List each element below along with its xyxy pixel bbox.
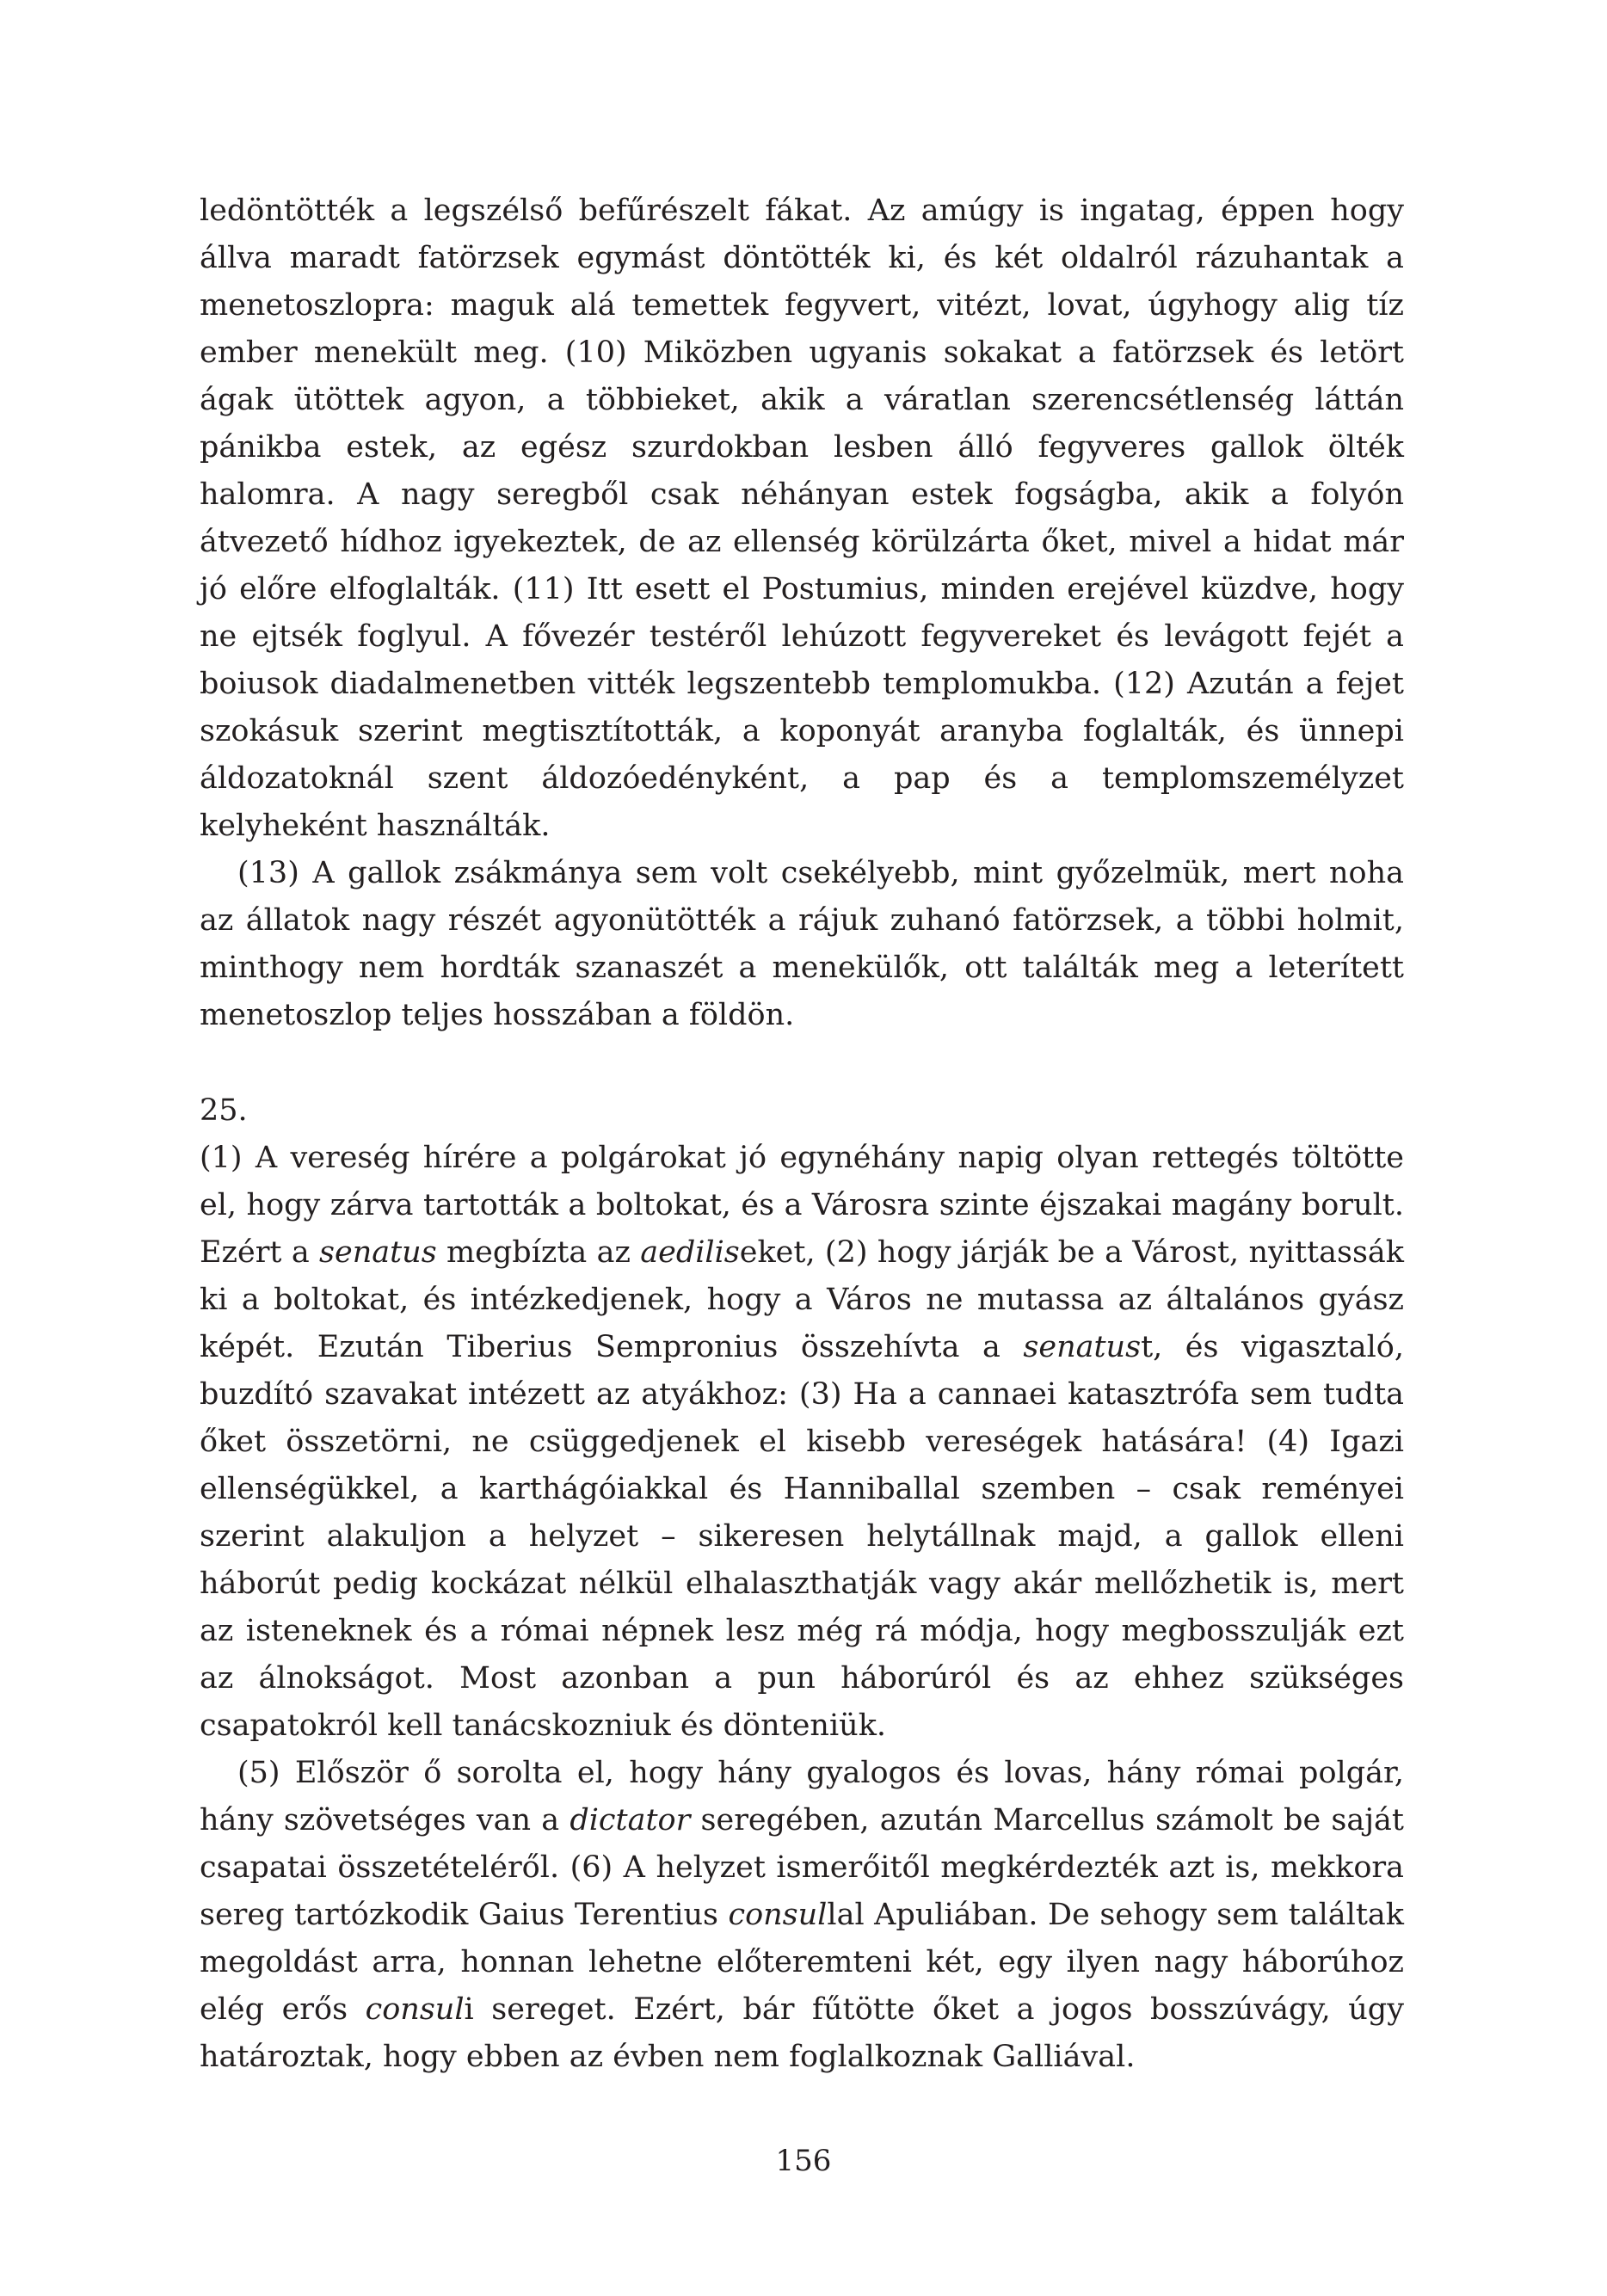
text-run: (5) Először ő sorolta el, hogy hány gyalogos és lovas, hány római polgár, hány szövetséges van a [200,1756,1404,1837]
text-run: t, és vigasztaló, buzdító szavakat intézett az atyákhoz: (3) Ha a cannaei katasztrófa sem tudta őket összetörni, ne csüggedjenek el kisebb vereségek hatására! (4) Igazi ellenségükkel, a karthágóiakkal és Hanniballal szemben – csak reményei szerint alakuljon a helyzet – sikeresen helytállnak majd, a gallok elleni háborút pedig kockázat nélkül elhalaszthatják vagy akár mellőzhetik is, mert az isteneknek és a római népnek lesz még rá módja, hogy megbosszulják ezt az álnokságot. Most azonban a pun háborúról és az ehhez szükséges csapatokról kell tanácskozniuk és dönteniük. [200,1330,1404,1743]
italic-term-aedilis: aedilis [640,1235,740,1270]
page-number: 156 [775,2144,832,2178]
paragraph-13: (13) A gallok zsákmánya sem volt csekélyebb, mint győzelmük, mert noha az állatok nagy részét agyonütötték a rájuk zuhanó fatörzsek, a többi holmit, minthogy nem hordták szanaszét a menekülők, ott találták meg a leterített menetoszlop teljes hosszában a földön. [200,856,1404,1032]
text-run: eket, (2) hogy járják be a Várost, nyittassák ki a boltokat, és intézkedjenek, hogy a Város ne mutassa az általános gyász képét. Ezután Tiberius Sempronius összehívta a [200,1235,1404,1364]
chapter-number: 25. [200,1093,248,1128]
text-run: i sereget. Ezért, bár fűtötte őket a jogos bosszúvágy, úgy határoztak, hogy ebben az évben nem foglalkoznak Galliával. [200,1992,1404,2074]
paragraph-chapter-25-1 [200,1135,1404,1750]
italic-term-senatus: senatus [319,1235,437,1270]
section-gap [200,1039,1404,1087]
paragraph-continuation: ledöntötték a legszélső befűrészelt fákat. Az amúgy is ingatag, éppen hogy állva maradt fatörzsek egymást döntötték ki, és két oldalról rázuhantak a menetoszlopra: maguk alá temettek fegyvert, vitézt, lovat, úgyhogy alig tíz ember menekült meg. (10) Miközben ugyanis sokakat a fatörzsek és letört ágak ütöttek agyon, a többieket, akik a váratlan szerencsétlenség láttán pánikba estek, az egész szurdokban lesben álló fegyveres gallok ölték halomra. A nagy seregből csak néhányan estek fogságba, akik a folyón átvezető hídhoz igyekeztek, de az ellenség körülzárta őket, mivel a hidat már jó előre elfoglalták. (11) Itt esett el Postumius, minden erejével küzdve, hogy ne ejtsék foglyul. A fővezér testéről lehúzott fegyvereket és levágott fejét a boiusok diadalmenetben vitték legszentebb templomukba. (12) Azután a fejet szokásuk szerint megtisztították, a koponyát aranyba foglalták, és ünnepi áldozatoknál szent áldozóedényként, a pap és a templomszemélyzet kelyheként használták. [200,194,1404,843]
italic-term-senatus: senatus [1023,1330,1142,1364]
paragraph-chapter-25-5 [200,1750,1404,2081]
text-run: seregében, azután Marcellus számolt be saját csapatai összetételéről. (6) A helyzet ismerőitől megkérdezték azt is, mekkora sereg tartózkodik Gaius Terentius [200,1803,1404,1932]
italic-term-consul: consul [365,1992,465,2027]
text-run: (1) A vereség hírére a polgárokat jó egynéhány napig olyan rettegés töltötte el, hogy zárva tartották a boltokat, és a Városra szinte éjszakai magány borult. Ezért a [200,1141,1404,1270]
italic-term-dictator: dictator [570,1803,691,1837]
italic-term-consul: consul [728,1898,828,1932]
text-run: megbízta az [436,1235,641,1270]
text-run: lal Apuliában. De sehogy sem találtak megoldást arra, honnan lehetne előteremteni két, egy ilyen nagy háborúhoz elég erős [200,1898,1404,2027]
page-text-block [200,188,1404,2081]
